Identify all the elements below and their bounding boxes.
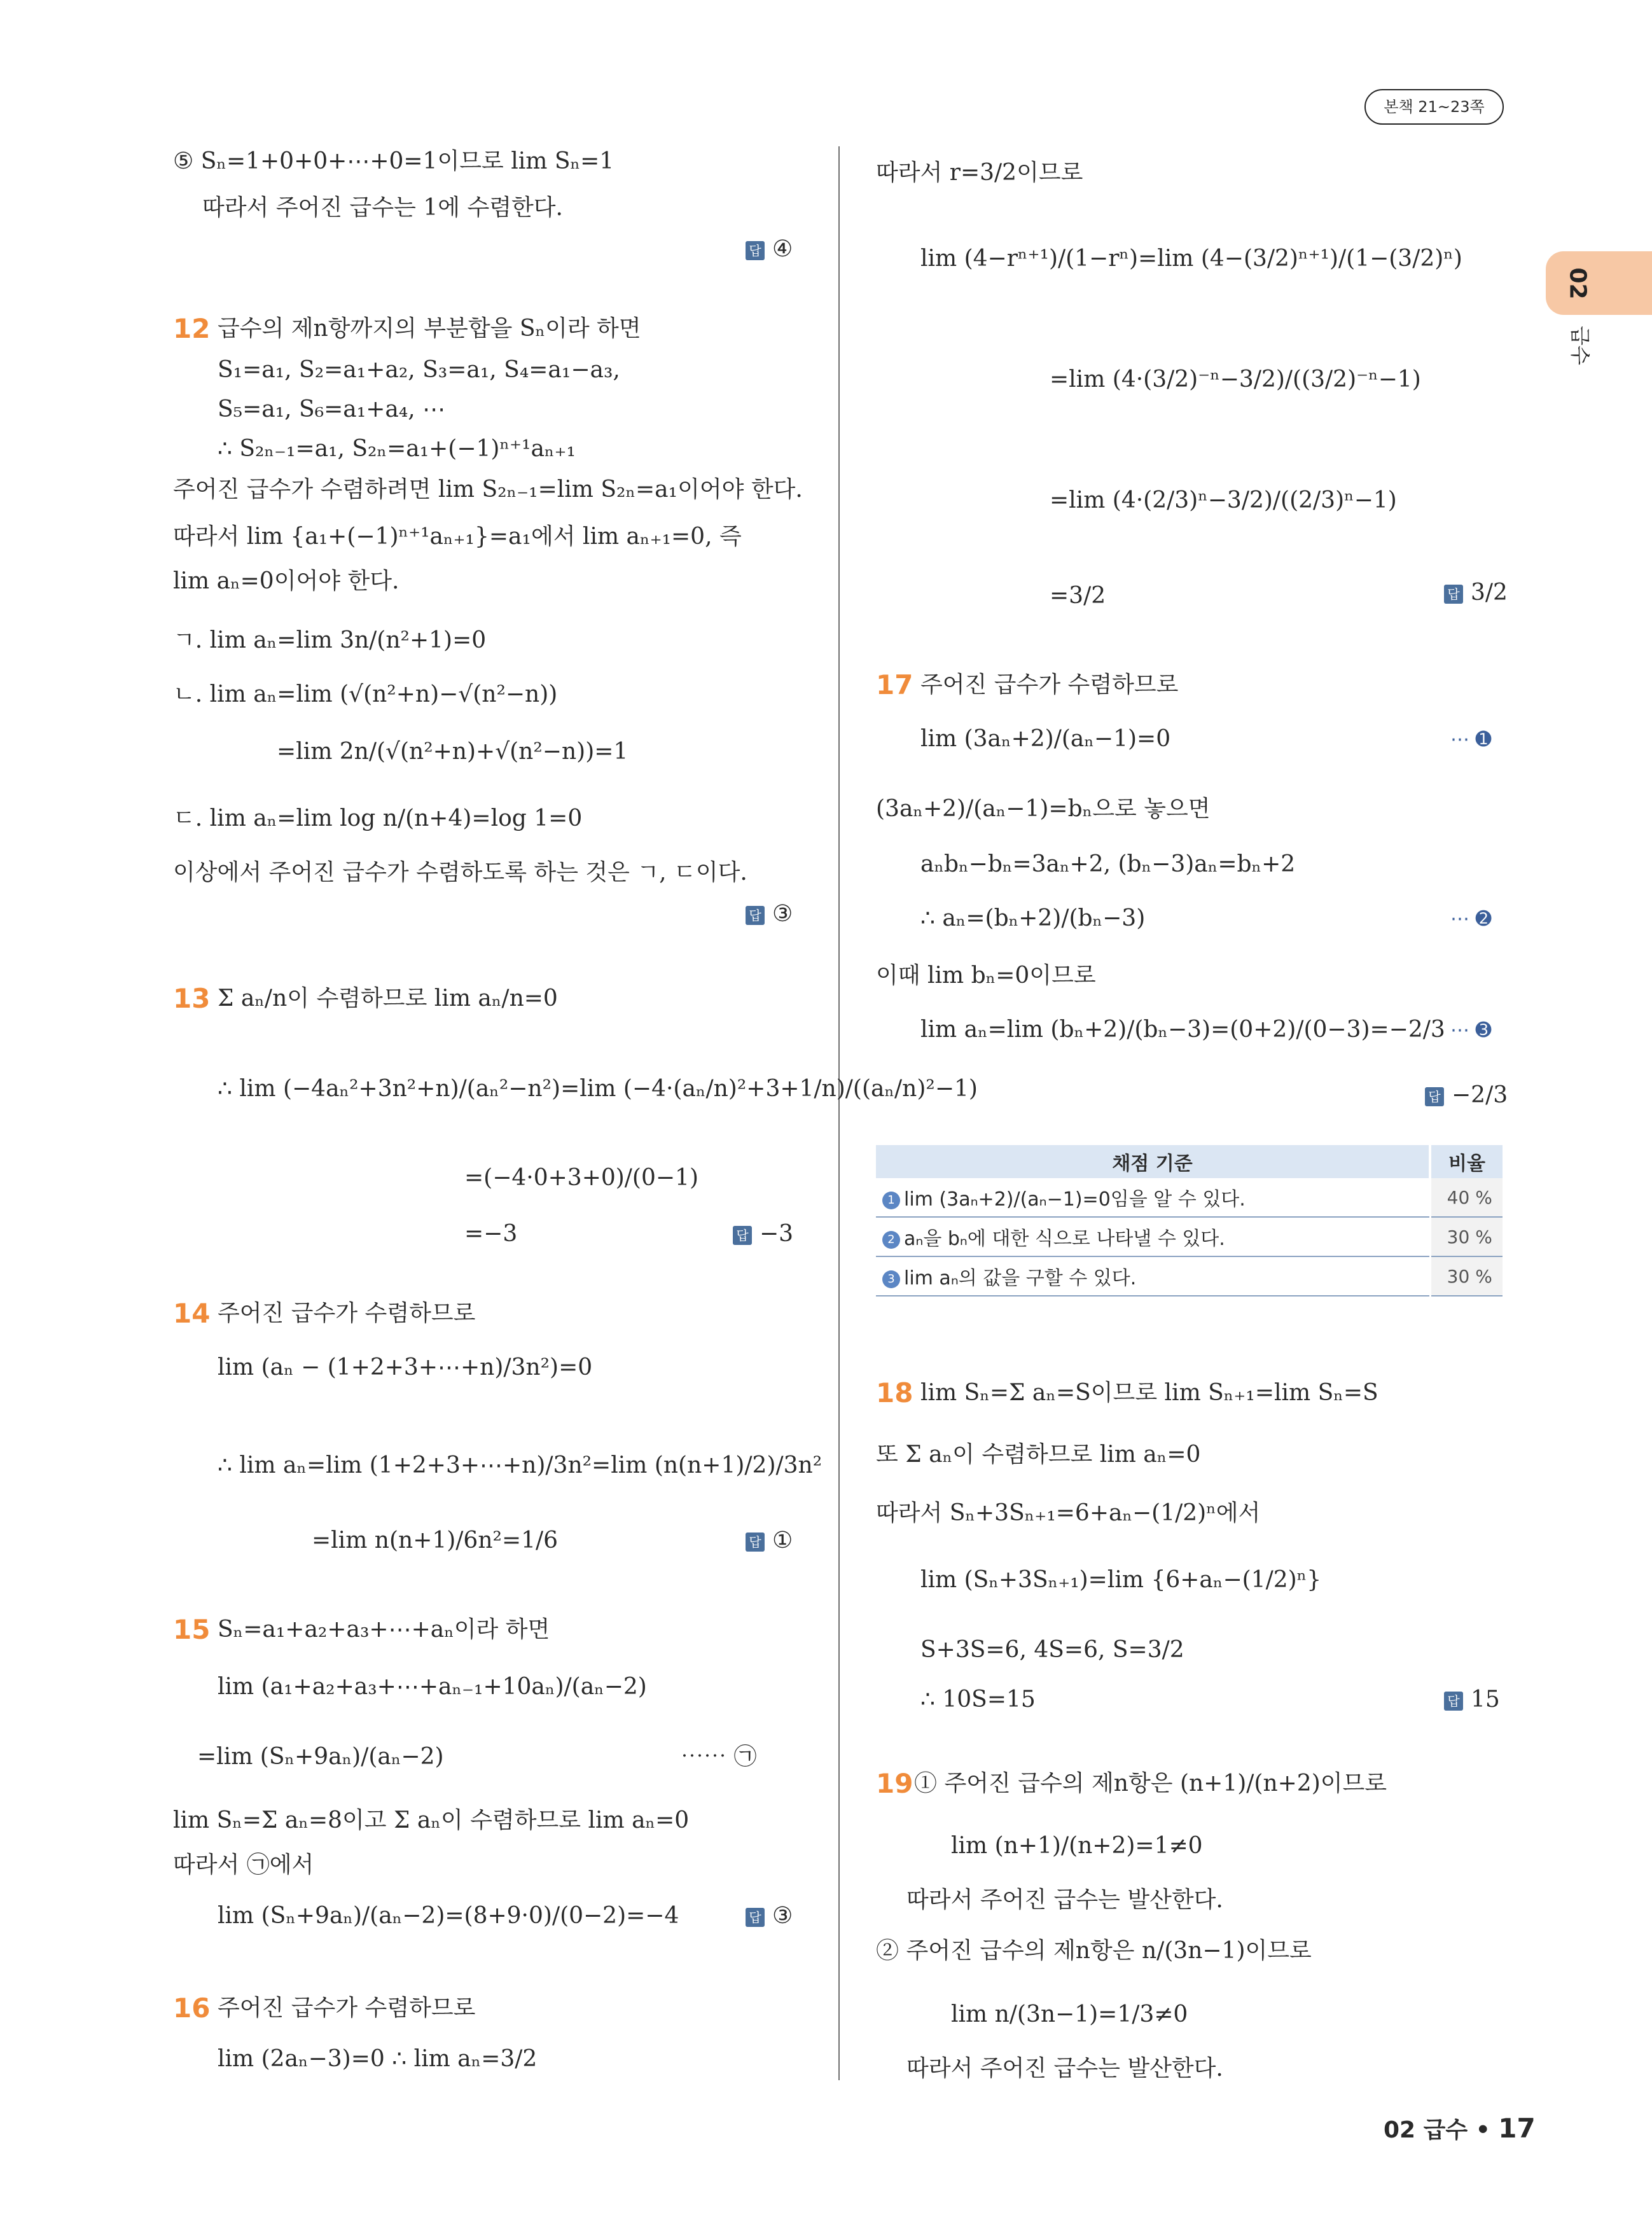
p12-line-8: ㄱ. lim aₙ=lim 3n/(n²+1)=0: [173, 627, 487, 653]
p18-line-1: lim Sₙ=Σ aₙ=S이므로 lim Sₙ₊₁=lim Sₙ=S: [920, 1380, 1378, 1406]
p11-line-1: ⑤ Sₙ=1+0+0+⋯+0=1이므로 lim Sₙ=1: [173, 148, 614, 174]
criteria-mark: 3: [882, 1270, 900, 1288]
p18-line-2: 또 Σ aₙ이 수렴하므로 lim aₙ=0: [876, 1442, 1201, 1468]
p13-line-1: Σ aₙ/n이 수렴하므로 lim aₙ/n=0: [218, 985, 558, 1011]
problem-number-18: 18: [876, 1377, 913, 1408]
p12-line-2: S₁=a₁, S₂=a₁+a₂, S₃=a₁, S₄=a₁−a₃,: [218, 357, 620, 383]
p12-line-7: lim aₙ=0이어야 한다.: [173, 568, 399, 594]
chapter-label: 급수: [1567, 326, 1592, 365]
p19-line-5: lim n/(3n−1)=1/3≠0: [951, 2001, 1188, 2027]
p12-line-4: ∴ S₂ₙ₋₁=a₁, S₂ₙ=a₁+(−1)ⁿ⁺¹aₙ₊₁: [218, 436, 576, 462]
page-footer: [1384, 2112, 1536, 2144]
p13-line-4: =−3: [464, 1221, 518, 1247]
p19-line-6: 따라서 주어진 급수는 발산한다.: [906, 2055, 1223, 2082]
criteria-mark: 1: [882, 1192, 900, 1209]
problem-number-15: 15: [173, 1614, 211, 1645]
answer-value: −2/3: [1452, 1082, 1508, 1108]
criteria-text: [876, 1256, 1430, 1296]
page-number: 17: [1498, 2113, 1536, 2144]
p19-line-1: ① 주어진 급수의 제n항은 (n+1)/(n+2)이므로: [914, 1770, 1387, 1797]
p12-line-12: 이상에서 주어진 급수가 수렴하도록 하는 것은 ㄱ, ㄷ이다.: [173, 859, 747, 886]
p16-line-5: =lim (4·(3/2)⁻ⁿ−3/2)/((3/2)⁻ⁿ−1): [1050, 366, 1421, 393]
p18-line-5: S+3S=6, 4S=6, S=3/2: [920, 1637, 1184, 1663]
p17-line-6: 이때 lim bₙ=0이므로: [876, 963, 1096, 989]
p17-line-4: aₙbₙ−bₙ=3aₙ+2, (bₙ−3)aₙ=bₙ+2: [920, 851, 1296, 877]
p12-line-3: S₅=a₁, S₆=a₁+a₄, ⋯: [218, 396, 446, 422]
problem-number-14: 14: [173, 1298, 211, 1329]
chapter-side-tab: [1546, 251, 1652, 315]
problem-number-12: 12: [173, 313, 211, 344]
answer-icon: 답: [746, 241, 765, 260]
criteria-rate: 40 %: [1430, 1178, 1503, 1217]
answer-icon: 답: [1444, 1692, 1463, 1711]
p13-line-2: ∴ lim (−4aₙ²+3n²+n)/(aₙ²−n²)=lim (−4·(aₙ/n)²+3+1/n)/((aₙ/n)²−1): [218, 1076, 978, 1102]
criteria-text-value: aₙ을 bₙ에 대한 식으로 나타낼 수 있다.: [904, 1228, 1225, 1250]
p18-answer: [1444, 1686, 1500, 1714]
p12-line-1: 급수의 제n항까지의 부분합을 Sₙ이라 하면: [218, 316, 641, 342]
p14-answer: [746, 1527, 793, 1555]
criteria-text-value: lim (3aₙ+2)/(aₙ−1)=0임을 알 수 있다.: [904, 1188, 1246, 1211]
criteria-rate: 30 %: [1430, 1256, 1503, 1296]
p15-line-3: =lim (Sₙ+9aₙ)/(aₙ−2): [197, 1744, 444, 1770]
criteria-row: [876, 1217, 1503, 1256]
chapter-number: 02: [1564, 267, 1591, 300]
answer-icon: 답: [746, 1908, 765, 1927]
p19-line-2: lim (n+1)/(n+2)=1≠0: [951, 1833, 1203, 1859]
p16-line-7: =3/2: [1050, 583, 1106, 609]
p15-line-6: lim (Sₙ+9aₙ)/(aₙ−2)=(8+9·0)/(0−2)=−4: [218, 1903, 679, 1929]
answer-icon: 답: [746, 1533, 765, 1552]
problem-number-13: 13: [173, 983, 211, 1014]
answer-value: ①: [772, 1527, 793, 1553]
column-divider: [838, 146, 840, 2080]
step-marker-1: ⋯ ➊: [1450, 728, 1492, 751]
p19-line-4: ② 주어진 급수의 제n항은 n/(3n−1)이므로: [876, 1938, 1312, 1964]
p15-answer: [746, 1902, 793, 1930]
p18-line-6: ∴ 10S=15: [920, 1686, 1036, 1713]
criteria-row: [876, 1256, 1503, 1296]
criteria-header-row: [876, 1145, 1503, 1178]
grading-criteria-table: [876, 1145, 1503, 1296]
p17-line-1: 주어진 급수가 수렴하므로: [920, 672, 1179, 698]
p11-answer: [746, 235, 793, 263]
problem-number-19: 19: [876, 1768, 913, 1799]
problem-number-16: 16: [173, 1992, 211, 2024]
criteria-row: [876, 1178, 1503, 1217]
p18-line-4: lim (Sₙ+3Sₙ₊₁)=lim {6+aₙ−(1/2)ⁿ}: [920, 1567, 1322, 1593]
p17-line-5: ∴ aₙ=(bₙ+2)/(bₙ−3): [920, 905, 1146, 931]
p17-answer: [1425, 1081, 1508, 1109]
answer-icon: 답: [746, 906, 765, 925]
rate-header: 비율: [1430, 1145, 1503, 1178]
p12-line-9: ㄴ. lim aₙ=lim (√(n²+n)−√(n²−n)): [173, 681, 558, 707]
criteria-mark: 2: [882, 1231, 900, 1249]
p16-line-2: lim (2aₙ−3)=0 ∴ lim aₙ=3/2: [218, 2046, 538, 2072]
answer-value: 3/2: [1471, 580, 1508, 606]
answer-value: ④: [772, 236, 793, 262]
answer-icon: 답: [1425, 1087, 1444, 1106]
answer-value: −3: [760, 1221, 794, 1247]
p13-line-3: =(−4·0+3+0)/(0−1): [464, 1165, 698, 1191]
answer-icon: 답: [733, 1226, 752, 1245]
p14-line-4: =lim n(n+1)/6n²=1/6: [312, 1527, 559, 1553]
criteria-text: [876, 1178, 1430, 1217]
criteria-text-value: lim aₙ의 값을 구할 수 있다.: [904, 1267, 1137, 1289]
p15-line-2: lim (a₁+a₂+a₃+⋯+aₙ₋₁+10aₙ)/(aₙ−2): [218, 1674, 647, 1700]
criteria-text: [876, 1217, 1430, 1256]
answer-value: ③: [772, 901, 793, 927]
page-reference-badge: 본책 21~23쪽: [1364, 89, 1504, 125]
p14-line-3: ∴ lim aₙ=lim (1+2+3+⋯+n)/3n²=lim (n(n+1)/2)/3n²: [218, 1452, 823, 1478]
footer-chapter: 02 급수 •: [1384, 2117, 1490, 2143]
p13-answer: [733, 1220, 793, 1248]
answer-icon: 답: [1444, 585, 1463, 604]
p12-line-6: 따라서 lim {a₁+(−1)ⁿ⁺¹aₙ₊₁}=a₁에서 lim aₙ₊₁=0, 즉: [173, 524, 742, 550]
p12-answer: [746, 900, 793, 928]
p15-marker: ⋯⋯ ㉠: [681, 1744, 757, 1770]
p17-line-7: lim aₙ=lim (bₙ+2)/(bₙ−3)=(0+2)/(0−3)=−2/3: [920, 1017, 1445, 1043]
p12-line-11: ㄷ. lim aₙ=lim log n/(n+4)=log 1=0: [173, 805, 583, 831]
p14-line-2: lim (aₙ − (1+2+3+⋯+n)/3n²)=0: [218, 1354, 593, 1380]
p17-line-2: lim (3aₙ+2)/(aₙ−1)=0: [920, 726, 1171, 752]
p16-line-6: =lim (4·(2/3)ⁿ−3/2)/((2/3)ⁿ−1): [1050, 487, 1397, 513]
problem-number-17: 17: [876, 669, 913, 700]
p16-line-1: 주어진 급수가 수렴하므로: [218, 1995, 476, 2021]
criteria-rate: 30 %: [1430, 1217, 1503, 1256]
p15-line-4: lim Sₙ=Σ aₙ=8이고 Σ aₙ이 수렴하므로 lim aₙ=0: [173, 1807, 690, 1833]
p16-answer: [1444, 579, 1508, 607]
p19-line-3: 따라서 주어진 급수는 발산한다.: [906, 1887, 1223, 1913]
answer-value: ③: [772, 1903, 793, 1929]
p12-line-10: =lim 2n/(√(n²+n)+√(n²−n))=1: [277, 739, 628, 765]
p18-line-3: 따라서 Sₙ+3Sₙ₊₁=6+aₙ−(1/2)ⁿ에서: [876, 1500, 1261, 1526]
criteria-header: 채점 기준: [876, 1145, 1430, 1178]
step-marker-2: ⋯ ➋: [1450, 908, 1492, 930]
p12-line-5: 주어진 급수가 수렴하려면 lim S₂ₙ₋₁=lim S₂ₙ=a₁이어야 한다.: [173, 476, 803, 503]
p17-line-3: (3aₙ+2)/(aₙ−1)=bₙ으로 놓으면: [876, 796, 1211, 822]
p15-line-5: 따라서 ㉠에서: [173, 1852, 314, 1878]
answer-value: 15: [1471, 1686, 1500, 1713]
p11-line-2: 따라서 주어진 급수는 1에 수렴한다.: [202, 195, 563, 221]
step-marker-3: ⋯ ➌: [1450, 1019, 1492, 1041]
p16-line-3: 따라서 r=3/2이므로: [876, 160, 1083, 186]
p15-line-1: Sₙ=a₁+a₂+a₃+⋯+aₙ이라 하면: [218, 1616, 550, 1643]
p14-line-1: 주어진 급수가 수렴하므로: [218, 1300, 476, 1326]
p16-line-4: lim (4−rⁿ⁺¹)/(1−rⁿ)=lim (4−(3/2)ⁿ⁺¹)/(1−(3/2)ⁿ): [920, 246, 1462, 272]
